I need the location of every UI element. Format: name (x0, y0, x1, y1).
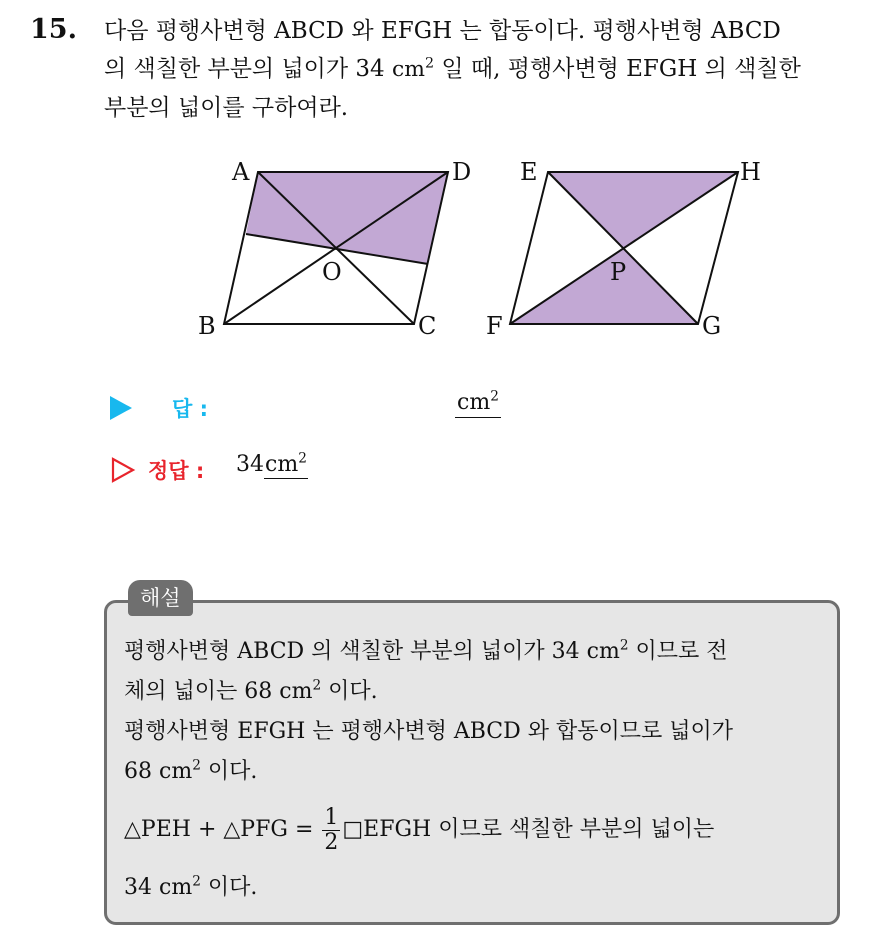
answer-unit-sup: 2 (490, 388, 499, 405)
question-line-1: 다음 평행사변형 ABCD 와 EFGH 는 합동이다. 평행사변형 ABCD (104, 18, 781, 44)
label-o: O (322, 258, 342, 286)
question-number: 15. (30, 14, 77, 45)
question-line-2-tail: 일 때, 평행사변형 EFGH 의 색칠한 (434, 56, 801, 82)
sol-unit-2: cm (279, 679, 313, 704)
solution-line-6-head: 34 (124, 875, 152, 900)
label-c: C (418, 312, 437, 340)
label-b: B (198, 312, 216, 340)
correct-answer-value (236, 452, 308, 478)
correct-unit-sup: 2 (298, 450, 307, 467)
solution-tab: 해설 (128, 580, 193, 616)
solution-line-3: 평행사변형 EFGH 는 평행사변형 ABCD 와 합동이므로 넓이가 (124, 719, 734, 744)
label-p: P (610, 258, 627, 286)
question-line-2-head: 의 색칠한 부분의 넓이가 34 (104, 56, 385, 82)
solution-text (124, 632, 828, 908)
unit-sup: 2 (424, 55, 435, 72)
solution-line-1-head: 평행사변형 ABCD 의 색칠한 부분의 넓이가 34 (124, 639, 580, 664)
label-f: F (486, 312, 503, 340)
outline-triangle-icon (110, 457, 136, 483)
sol-unit-1: cm (586, 639, 620, 664)
play-triangle-icon (110, 396, 132, 420)
sol-sup-2: 2 (312, 677, 322, 694)
sol-unit-4: cm (159, 759, 193, 784)
sol-sup-6: 2 (192, 873, 201, 890)
label-e: E (520, 158, 538, 186)
question-text (104, 12, 868, 127)
fraction-denominator: 2 (324, 829, 339, 855)
label-d: D (452, 158, 472, 186)
answer-blank[interactable] (455, 390, 501, 418)
correct-number: 34 (236, 452, 264, 477)
question-line-3: 부분의 넓이를 구하여라. (104, 95, 349, 121)
solution-line-4-tail: 이다. (200, 759, 258, 784)
solution-line-2 (124, 672, 828, 712)
solution-line-5-tail: □EFGH 이므로 색칠한 부분의 넓이는 (342, 817, 715, 842)
solution-line-5 (124, 792, 828, 868)
solution-line-1-tail: 이므로 전 (628, 639, 728, 664)
parallelogram-diagram (190, 150, 780, 350)
solution-line-4-head: 68 (124, 759, 152, 784)
label-a: A (232, 158, 250, 186)
solution-line-1 (124, 632, 828, 672)
solution-line-6 (124, 868, 828, 908)
unit-cm: cm (392, 57, 425, 82)
question-line-2 (104, 50, 868, 89)
sol-sup-1: 2 (619, 637, 629, 654)
answer-label: 답 : (172, 397, 208, 421)
fraction-one-half (322, 806, 340, 855)
correct-unit-cm: cm (265, 452, 299, 477)
correct-answer-row (110, 450, 590, 490)
label-g: G (702, 312, 722, 340)
answer-row (110, 388, 590, 428)
label-h: H (740, 158, 761, 186)
fraction-numerator: 1 (324, 804, 339, 830)
efgh-shaded-top (548, 172, 738, 248)
correct-unit (264, 452, 308, 479)
sol-unit-6: cm (159, 875, 193, 900)
correct-answer-label: 정답 : (148, 459, 205, 483)
answer-unit-cm: cm (457, 390, 491, 415)
sol-sup-4: 2 (192, 757, 201, 774)
solution-line-6-tail: 이다. (200, 875, 258, 900)
solution-line-2-tail: 이다. (321, 679, 378, 704)
efgh-shaded-bottom (510, 248, 698, 324)
solution-line-5-head: △PEH + △PFG = (124, 817, 314, 842)
solution-line-4 (124, 752, 828, 792)
parallelogram-figure (190, 150, 780, 350)
solution-line-2-head: 체의 넓이는 68 (124, 679, 273, 704)
